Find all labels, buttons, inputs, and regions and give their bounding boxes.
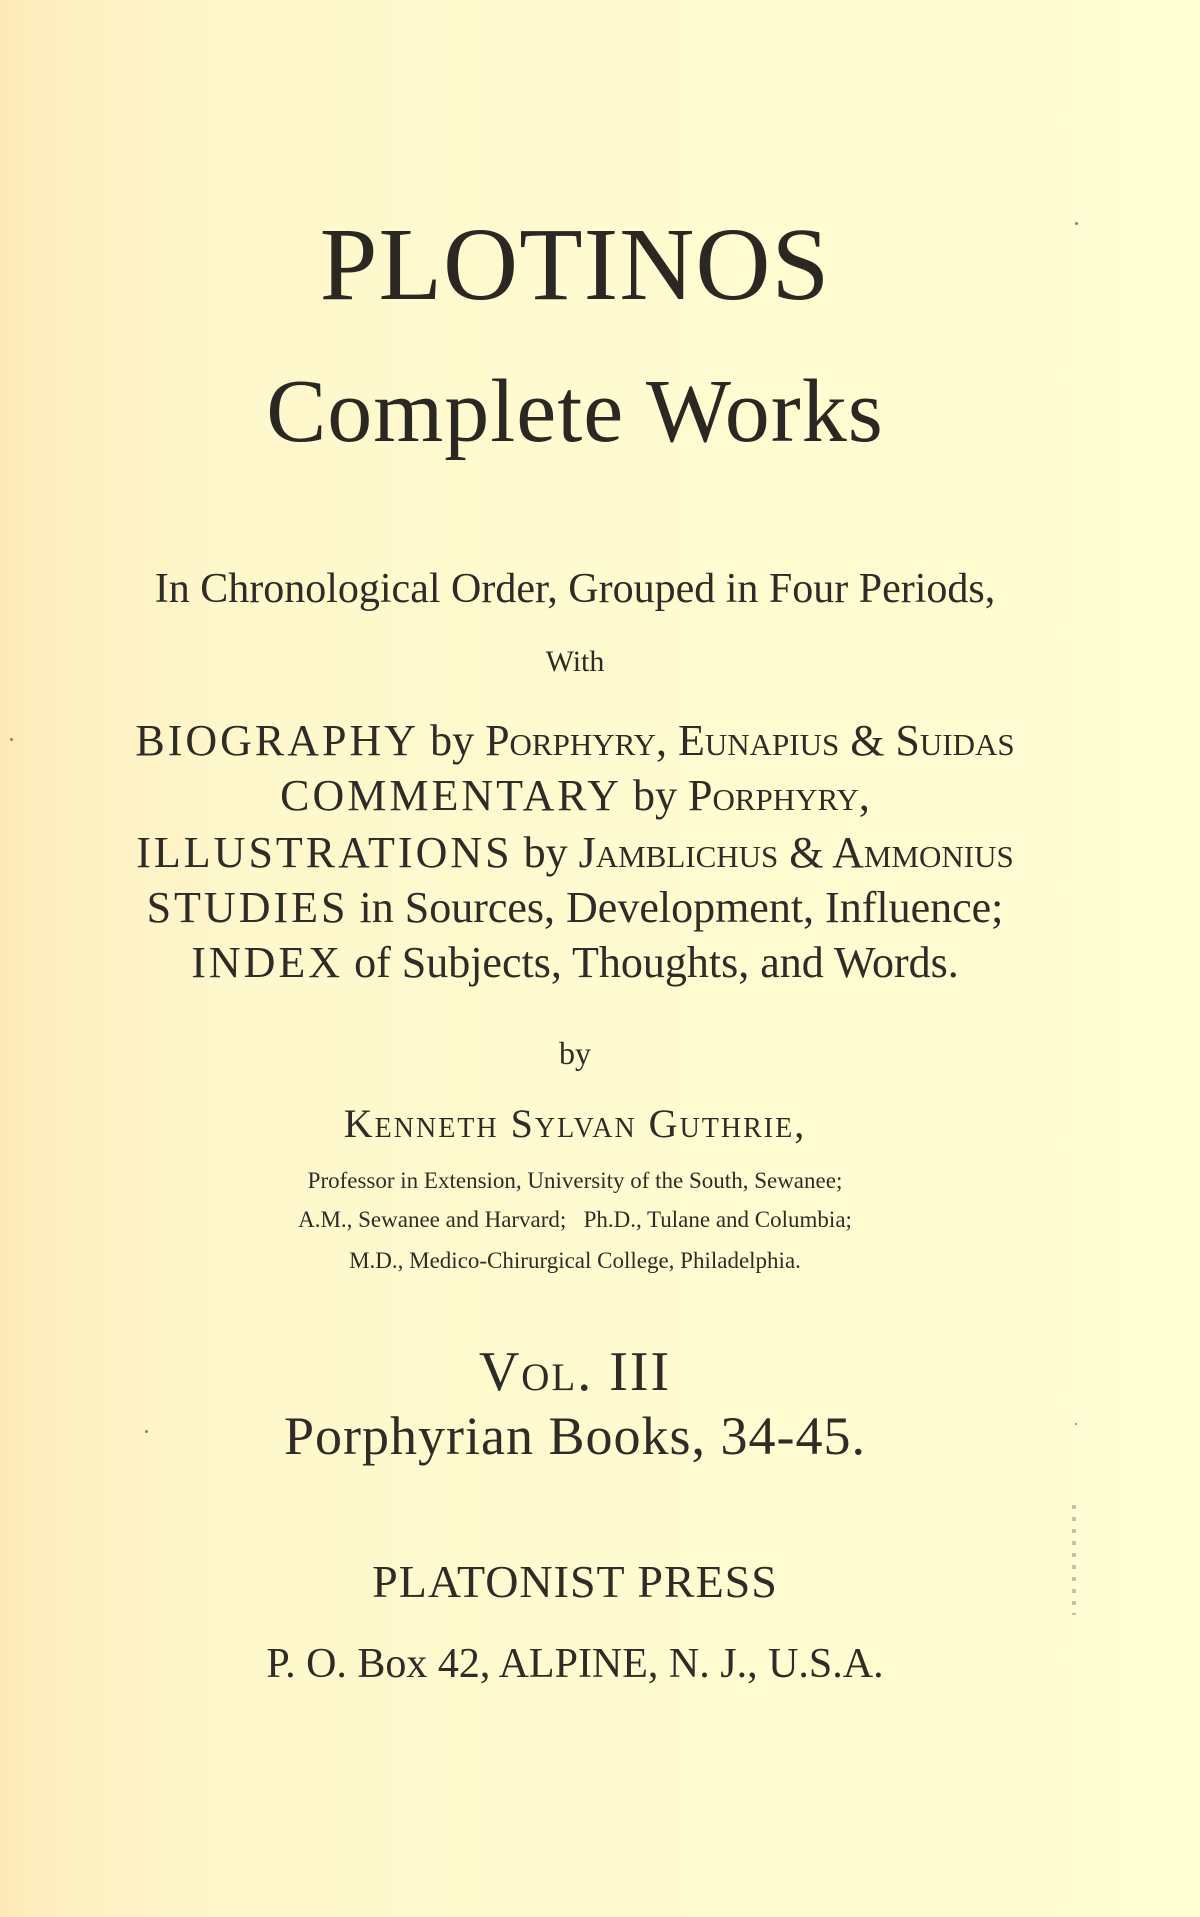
volume-label: Vol. III — [478, 1341, 672, 1403]
paper-speck — [145, 1430, 148, 1433]
by-label: by — [559, 1035, 591, 1071]
contents-heading: INDEX — [191, 938, 344, 987]
contents-connector: by — [632, 771, 677, 820]
contents-line-index — [0, 937, 1150, 988]
book-subtitle: Complete Works — [266, 362, 884, 461]
contents-line-biography — [0, 715, 1150, 766]
contents-connector: in — [359, 883, 394, 932]
contents-detail: Sources, Development, Influence; — [404, 883, 1004, 932]
paper-speck — [10, 738, 13, 741]
contents-detail: Porphyry, — [687, 771, 870, 820]
scan-edge-marks — [1072, 1505, 1076, 1615]
book-title: PLOTINOS — [319, 207, 831, 322]
volume-description: Porphyrian Books, 34-45. — [284, 1406, 866, 1466]
contents-heading: BIOGRAPHY — [135, 716, 420, 765]
contents-heading: COMMENTARY — [280, 771, 622, 820]
author-credential: A.M., Sewanee and Harvard; Ph.D., Tulane and Columbia; — [298, 1207, 852, 1232]
paper-speck — [1075, 222, 1078, 225]
contents-connector: by — [430, 716, 475, 765]
contents-line-commentary — [0, 770, 1150, 821]
author-credential: M.D., Medico-Chirurgical College, Philadelphia. — [349, 1248, 801, 1273]
contents-line-illustrations — [0, 827, 1150, 878]
contents-line-studies — [0, 882, 1150, 933]
author-name: Kenneth Sylvan Guthrie, — [343, 1101, 807, 1146]
contents-detail: Porphyry, Eunapius & Suidas — [485, 716, 1015, 765]
publisher-address: P. O. Box 42, ALPINE, N. J., U.S.A. — [266, 1641, 884, 1687]
contents-heading: STUDIES — [146, 883, 349, 932]
contents-connector: of — [354, 938, 391, 987]
with-label: With — [545, 645, 605, 678]
publisher-name: PLATONIST PRESS — [372, 1556, 778, 1607]
paper-speck — [1075, 1423, 1077, 1425]
arrangement-note: In Chronological Order, Grouped in Four Periods, — [154, 566, 996, 612]
contents-heading: ILLUSTRATIONS — [136, 828, 513, 877]
author-credential: Professor in Extension, University of the South, Sewanee; — [307, 1168, 843, 1193]
contents-connector: by — [523, 828, 568, 877]
contents-detail: Subjects, Thoughts, and Words. — [401, 938, 959, 987]
contents-detail: Jamblichus & Ammonius — [578, 828, 1014, 877]
